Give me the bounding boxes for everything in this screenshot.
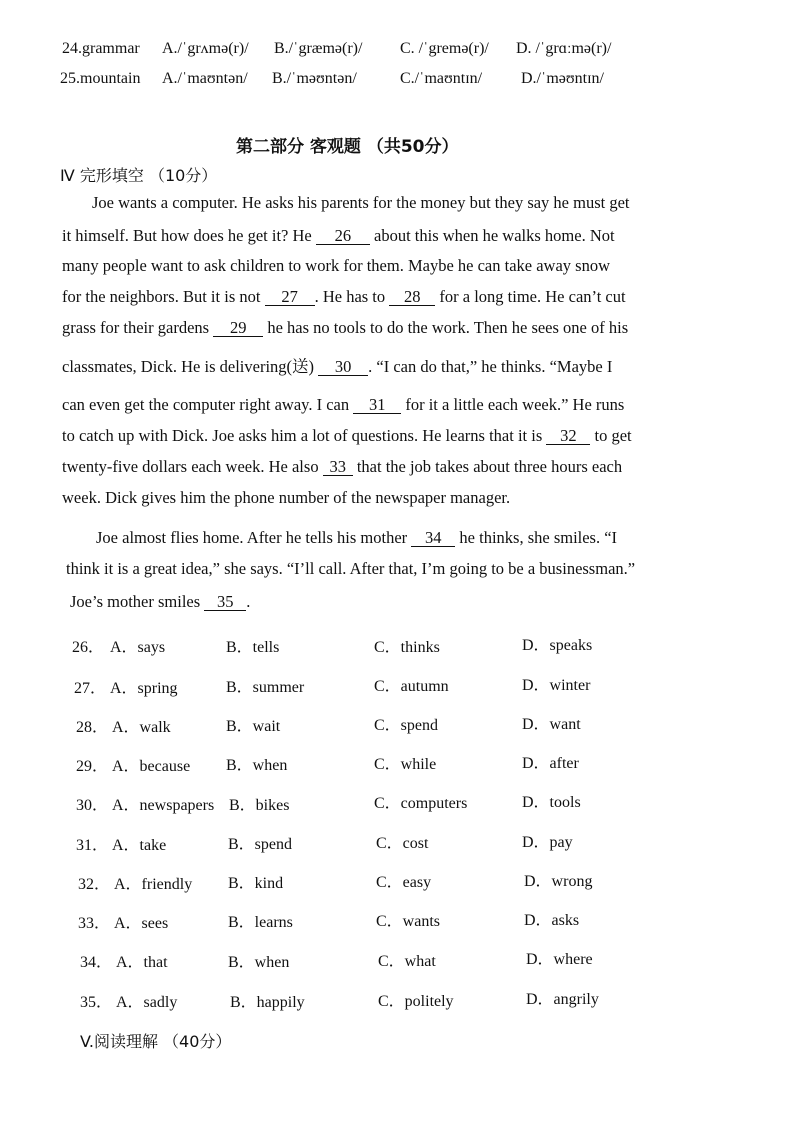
passage-line: it himself. But how does he get it? He 26 about this when he walks home. Not — [62, 226, 615, 245]
option-d: D．tools — [522, 794, 581, 811]
choice-number: 29． — [76, 758, 109, 775]
blank-31: 31 — [353, 396, 401, 414]
choice-number: 34． — [80, 954, 113, 971]
option-c: C．wants — [376, 913, 441, 930]
choice-number: 33． — [78, 915, 111, 932]
option-a: A./ˈgrʌmə(r)/ — [162, 40, 249, 57]
option-a: A．newspapers — [112, 797, 215, 814]
choice-number: 31． — [76, 837, 109, 854]
option-d: D．pay — [522, 834, 573, 851]
option-b: B．summer — [226, 679, 305, 696]
passage-line: Joe wants a computer. He asks his parents for the money but they say he must get — [92, 193, 630, 212]
passage-line: week. Dick gives him the phone number of the newspaper manager. — [62, 488, 511, 507]
option-b: B．wait — [226, 718, 281, 735]
question-number: 24.grammar — [62, 40, 140, 57]
option-c: C．thinks — [374, 639, 440, 656]
option-a: A．says — [110, 639, 166, 656]
choice-number: 27． — [74, 680, 107, 697]
option-c: C．cost — [376, 835, 429, 852]
option-a: A．spring — [110, 680, 178, 697]
option-a: A．take — [112, 837, 167, 854]
option-b: B./ˈməʊntən/ — [272, 70, 357, 87]
passage-line: Joe’s mother smiles 35 . — [70, 592, 251, 611]
passage-line: twenty-five dollars each week. He also 33 that the job takes about three hours each — [62, 457, 623, 476]
option-a: A．sadly — [116, 994, 178, 1011]
option-c: C．politely — [378, 993, 454, 1010]
choice-number: 32． — [78, 876, 111, 893]
part-title: 第二部分 客观题 （共50分） — [236, 137, 459, 157]
option-c: C./ˈmaʊntɪn/ — [400, 70, 483, 87]
option-c: C．while — [374, 756, 437, 773]
option-c: C．spend — [374, 717, 439, 734]
option-c: C．autumn — [374, 678, 449, 695]
option-c: C. /ˈgremə(r)/ — [400, 40, 489, 57]
question-number: 25.mountain — [60, 70, 141, 87]
passage-line: can even get the computer right away. I can 31 for it a little each week.” He runs — [62, 395, 625, 414]
option-d: D．after — [522, 755, 579, 772]
blank-30: 30 — [318, 358, 368, 376]
option-a: A．because — [112, 758, 191, 775]
option-d: D. /ˈgrɑːmə(r)/ — [516, 40, 612, 57]
section-title-cloze: Ⅳ 完形填空 （10分） — [60, 166, 218, 185]
blank-32: 32 — [546, 427, 590, 445]
option-d: D．where — [526, 951, 593, 968]
section-title-reading: V.阅读理解 （40分） — [80, 1032, 232, 1051]
passage-line: grass for their gardens 29 he has no tools to do the work. Then he sees one of his — [62, 318, 629, 337]
blank-28: 28 — [389, 288, 435, 306]
option-b: B./ˈgræmə(r)/ — [274, 40, 363, 57]
option-b: B．when — [228, 954, 290, 971]
option-b: B．bikes — [229, 797, 290, 814]
blank-35: 35 — [204, 593, 246, 611]
choice-number: 35． — [80, 994, 113, 1011]
choice-number: 28． — [76, 719, 109, 736]
option-b: B．spend — [228, 836, 293, 853]
passage-line: to catch up with Dick. Joe asks him a lot of questions. He learns that it is 32 to get — [62, 426, 632, 445]
option-c: C．computers — [374, 795, 468, 812]
option-a: A．that — [116, 954, 168, 971]
blank-34: 34 — [411, 529, 455, 547]
choice-number: 30． — [76, 797, 109, 814]
option-d: D．speaks — [522, 637, 593, 654]
option-b: B．kind — [228, 875, 284, 892]
option-d: D．angrily — [526, 991, 599, 1008]
blank-29: 29 — [213, 319, 263, 337]
option-b: B．happily — [230, 994, 305, 1011]
blank-33: 33 — [323, 458, 353, 476]
option-c: C．what — [378, 953, 436, 970]
blank-27: 27 — [265, 288, 315, 306]
passage-line: Joe almost flies home. After he tells his mother 34 he thinks, she smiles. “I — [96, 528, 618, 547]
option-a: A./ˈmaʊntən/ — [162, 70, 248, 87]
option-b: B．when — [226, 757, 288, 774]
option-a: A．walk — [112, 719, 171, 736]
option-d: D./ˈməʊntɪn/ — [521, 70, 604, 87]
passage-line: for the neighbors. But it is not 27 . He has to 28 for a long time. He can’t cut — [62, 287, 626, 306]
option-b: B．tells — [226, 639, 280, 656]
option-d: D．winter — [522, 677, 591, 694]
blank-26: 26 — [316, 227, 370, 245]
passage-line: many people want to ask children to work for them. Maybe he can take away snow — [62, 256, 610, 275]
option-d: D．want — [522, 716, 581, 733]
option-c: C．easy — [376, 874, 432, 891]
passage-line: think it is a great idea,” she says. “I’ll call. After that, I’m going to be a businessman.” — [66, 559, 636, 578]
option-d: D．wrong — [524, 873, 593, 890]
option-a: A．friendly — [114, 876, 193, 893]
passage-line: classmates, Dick. He is delivering(送) 30 . “I can do that,” he thinks. “Maybe I — [62, 357, 613, 376]
option-b: B．learns — [228, 914, 293, 931]
pron-question-24 — [62, 40, 140, 58]
choice-number: 26． — [72, 639, 105, 656]
option-d: D．asks — [524, 912, 580, 929]
option-a: A．sees — [114, 915, 169, 932]
